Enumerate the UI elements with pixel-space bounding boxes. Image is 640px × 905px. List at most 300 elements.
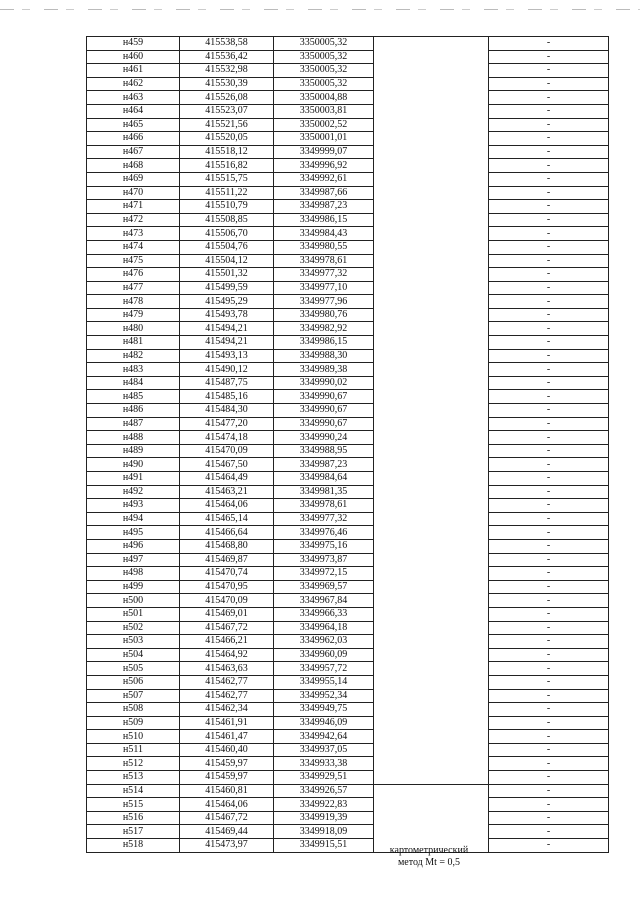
x-coordinate-cell: 415499,59 [180,281,274,295]
y-coordinate-cell: 3350002,52 [274,118,374,132]
point-name-cell: н514 [87,784,180,798]
accuracy-cell: - [489,118,609,132]
point-name-cell: н459 [87,37,180,51]
point-name-cell: н490 [87,458,180,472]
accuracy-cell: - [489,336,609,350]
accuracy-cell: - [489,675,609,689]
point-name-cell: н470 [87,186,180,200]
point-name-cell: н462 [87,77,180,91]
point-name-cell: н482 [87,349,180,363]
point-name-cell: н475 [87,254,180,268]
accuracy-cell: - [489,635,609,649]
y-coordinate-cell: 3349972,15 [274,567,374,581]
x-coordinate-cell: 415538,58 [180,37,274,51]
point-name-cell: н487 [87,417,180,431]
x-coordinate-cell: 415494,21 [180,336,274,350]
table-row [87,308,609,322]
accuracy-cell: - [489,607,609,621]
point-name-cell: н505 [87,662,180,676]
x-coordinate-cell: 415474,18 [180,431,274,445]
point-name-cell: н497 [87,553,180,567]
accuracy-cell: - [489,159,609,173]
point-name-cell: н483 [87,363,180,377]
accuracy-cell: - [489,64,609,78]
table-row [87,77,609,91]
accuracy-cell: - [489,811,609,825]
x-coordinate-cell: 415466,21 [180,635,274,649]
accuracy-cell: - [489,363,609,377]
point-name-cell: н504 [87,648,180,662]
accuracy-cell: - [489,594,609,608]
point-name-cell: н509 [87,716,180,730]
x-coordinate-cell: 415463,63 [180,662,274,676]
y-coordinate-cell: 3349987,66 [274,186,374,200]
point-name-cell: н465 [87,118,180,132]
table-row [87,186,609,200]
y-coordinate-cell: 3349915,51 [274,839,374,853]
accuracy-cell: - [489,499,609,513]
x-coordinate-cell: 415532,98 [180,64,274,78]
x-coordinate-cell: 415464,06 [180,798,274,812]
point-name-cell: н461 [87,64,180,78]
x-coordinate-cell: 415461,91 [180,716,274,730]
x-coordinate-cell: 415461,47 [180,730,274,744]
point-name-cell: н480 [87,322,180,336]
y-coordinate-cell: 3349955,14 [274,675,374,689]
table-row [87,648,609,662]
table-row [87,172,609,186]
point-name-cell: н507 [87,689,180,703]
x-coordinate-cell: 415470,09 [180,444,274,458]
table-row [87,703,609,717]
y-coordinate-cell: 3349922,83 [274,798,374,812]
point-name-cell: н472 [87,213,180,227]
point-name-cell: н488 [87,431,180,445]
y-coordinate-cell: 3350003,81 [274,104,374,118]
y-coordinate-cell: 3349966,33 [274,607,374,621]
accuracy-cell: - [489,240,609,254]
accuracy-cell: - [489,431,609,445]
table-row [87,743,609,757]
table-row [87,37,609,51]
accuracy-cell: - [489,254,609,268]
accuracy-cell: - [489,703,609,717]
x-coordinate-cell: 415469,44 [180,825,274,839]
point-name-cell: н473 [87,227,180,241]
accuracy-cell: - [489,689,609,703]
x-coordinate-cell: 415494,21 [180,322,274,336]
x-coordinate-cell: 415464,49 [180,472,274,486]
y-coordinate-cell: 3349949,75 [274,703,374,717]
x-coordinate-cell: 415473,97 [180,839,274,853]
table-row [87,336,609,350]
x-coordinate-cell: 415466,64 [180,526,274,540]
table-row [87,322,609,336]
y-coordinate-cell: 3349946,09 [274,716,374,730]
table-row [87,621,609,635]
y-coordinate-cell: 3349989,38 [274,363,374,377]
accuracy-cell: - [489,417,609,431]
accuracy-cell: - [489,77,609,91]
point-name-cell: н492 [87,485,180,499]
y-coordinate-cell: 3349987,23 [274,458,374,472]
table-row [87,200,609,214]
point-name-cell: н516 [87,811,180,825]
accuracy-cell: - [489,648,609,662]
y-coordinate-cell: 3349988,95 [274,444,374,458]
table-row [87,227,609,241]
y-coordinate-cell: 3349978,61 [274,254,374,268]
point-name-cell: н493 [87,499,180,513]
table-row [87,295,609,309]
table-row [87,784,609,798]
accuracy-cell: - [489,308,609,322]
table-row [87,104,609,118]
accuracy-cell: - [489,567,609,581]
y-coordinate-cell: 3349962,03 [274,635,374,649]
table-row [87,376,609,390]
accuracy-cell: - [489,472,609,486]
point-name-cell: н518 [87,839,180,853]
table-row [87,145,609,159]
point-name-cell: н498 [87,567,180,581]
y-coordinate-cell: 3349973,87 [274,553,374,567]
method-cell [374,784,489,852]
table-row [87,662,609,676]
x-coordinate-cell: 415464,06 [180,499,274,513]
point-name-cell: н463 [87,91,180,105]
x-coordinate-cell: 415459,97 [180,757,274,771]
x-coordinate-cell: 415520,05 [180,132,274,146]
y-coordinate-cell: 3350005,32 [274,37,374,51]
x-coordinate-cell: 415460,81 [180,784,274,798]
y-coordinate-cell: 3349977,32 [274,268,374,282]
y-coordinate-cell: 3349986,15 [274,213,374,227]
y-coordinate-cell: 3350005,32 [274,64,374,78]
accuracy-cell: - [489,390,609,404]
y-coordinate-cell: 3349975,16 [274,539,374,553]
point-name-cell: н513 [87,771,180,785]
y-coordinate-cell: 3349919,39 [274,811,374,825]
accuracy-cell: - [489,757,609,771]
y-coordinate-cell: 3350001,01 [274,132,374,146]
point-name-cell: н496 [87,539,180,553]
accuracy-cell: - [489,771,609,785]
y-coordinate-cell: 3349957,72 [274,662,374,676]
point-name-cell: н510 [87,730,180,744]
accuracy-cell: - [489,91,609,105]
x-coordinate-cell: 415470,95 [180,580,274,594]
x-coordinate-cell: 415504,12 [180,254,274,268]
y-coordinate-cell: 3349929,51 [274,771,374,785]
x-coordinate-cell: 415462,77 [180,689,274,703]
scan-top-artifact [0,9,640,10]
x-coordinate-cell: 415510,79 [180,200,274,214]
table-row [87,213,609,227]
x-coordinate-cell: 415501,32 [180,268,274,282]
accuracy-cell: - [489,784,609,798]
x-coordinate-cell: 415530,39 [180,77,274,91]
table-row [87,485,609,499]
x-coordinate-cell: 415490,12 [180,363,274,377]
x-coordinate-cell: 415536,42 [180,50,274,64]
point-name-cell: н485 [87,390,180,404]
x-coordinate-cell: 415493,78 [180,308,274,322]
x-coordinate-cell: 415468,80 [180,539,274,553]
accuracy-cell: - [489,444,609,458]
accuracy-cell: - [489,553,609,567]
y-coordinate-cell: 3349987,23 [274,200,374,214]
point-name-cell: н495 [87,526,180,540]
table-row [87,757,609,771]
accuracy-cell: - [489,186,609,200]
table-row [87,50,609,64]
point-name-cell: н460 [87,50,180,64]
table-row [87,635,609,649]
x-coordinate-cell: 415470,74 [180,567,274,581]
table-row [87,716,609,730]
x-coordinate-cell: 415523,07 [180,104,274,118]
x-coordinate-cell: 415465,14 [180,512,274,526]
point-name-cell: н500 [87,594,180,608]
accuracy-cell: - [489,825,609,839]
point-name-cell: н491 [87,472,180,486]
table-row [87,499,609,513]
table-row [87,64,609,78]
point-name-cell: н499 [87,580,180,594]
y-coordinate-cell: 3349978,61 [274,499,374,513]
table-row [87,594,609,608]
point-name-cell: н511 [87,743,180,757]
point-name-cell: н467 [87,145,180,159]
table-row [87,798,609,812]
accuracy-cell: - [489,798,609,812]
point-name-cell: н477 [87,281,180,295]
x-coordinate-cell: 415469,87 [180,553,274,567]
y-coordinate-cell: 3349964,18 [274,621,374,635]
table-row [87,512,609,526]
y-coordinate-cell: 3349969,57 [274,580,374,594]
accuracy-cell: - [489,743,609,757]
y-coordinate-cell: 3349982,92 [274,322,374,336]
table-row [87,254,609,268]
accuracy-cell: - [489,322,609,336]
table-row [87,811,609,825]
y-coordinate-cell: 3349988,30 [274,349,374,363]
y-coordinate-cell: 3349990,02 [274,376,374,390]
x-coordinate-cell: 415487,75 [180,376,274,390]
accuracy-cell: - [489,621,609,635]
x-coordinate-cell: 415463,21 [180,485,274,499]
point-name-cell: н468 [87,159,180,173]
y-coordinate-cell: 3349990,67 [274,390,374,404]
point-name-cell: н512 [87,757,180,771]
point-name-cell: н479 [87,308,180,322]
x-coordinate-cell: 415470,09 [180,594,274,608]
y-coordinate-cell: 3349937,05 [274,743,374,757]
table-row [87,132,609,146]
table-row [87,390,609,404]
x-coordinate-cell: 415460,40 [180,743,274,757]
point-name-cell: н478 [87,295,180,309]
point-name-cell: н501 [87,607,180,621]
method-cell [374,37,489,785]
point-name-cell: н476 [87,268,180,282]
x-coordinate-cell: 415506,70 [180,227,274,241]
y-coordinate-cell: 3349926,57 [274,784,374,798]
table-row [87,567,609,581]
y-coordinate-cell: 3350005,32 [274,50,374,64]
point-name-cell: н517 [87,825,180,839]
table-row [87,553,609,567]
table-row [87,472,609,486]
y-coordinate-cell: 3349977,32 [274,512,374,526]
accuracy-cell: - [489,227,609,241]
table-row [87,159,609,173]
y-coordinate-cell: 3349980,76 [274,308,374,322]
x-coordinate-cell: 415515,75 [180,172,274,186]
accuracy-cell: - [489,145,609,159]
table-row [87,118,609,132]
point-name-cell: н489 [87,444,180,458]
method-note [370,845,488,869]
y-coordinate-cell: 3349996,92 [274,159,374,173]
y-coordinate-cell: 3349967,84 [274,594,374,608]
accuracy-cell: - [489,580,609,594]
y-coordinate-cell: 3349984,43 [274,227,374,241]
x-coordinate-cell: 415518,12 [180,145,274,159]
accuracy-cell: - [489,281,609,295]
point-name-cell: н486 [87,404,180,418]
y-coordinate-cell: 3349933,38 [274,757,374,771]
x-coordinate-cell: 415504,76 [180,240,274,254]
accuracy-cell: - [489,200,609,214]
table-row [87,444,609,458]
y-coordinate-cell: 3349992,61 [274,172,374,186]
accuracy-cell: - [489,132,609,146]
y-coordinate-cell: 3349918,09 [274,825,374,839]
point-name-cell: н515 [87,798,180,812]
y-coordinate-cell: 3350004,88 [274,91,374,105]
accuracy-cell: - [489,839,609,853]
table-row [87,363,609,377]
table-row [87,417,609,431]
point-name-cell: н484 [87,376,180,390]
table-row [87,839,609,853]
accuracy-cell: - [489,526,609,540]
x-coordinate-cell: 415464,92 [180,648,274,662]
y-coordinate-cell: 3349952,34 [274,689,374,703]
table-row [87,580,609,594]
x-coordinate-cell: 415462,34 [180,703,274,717]
accuracy-cell: - [489,512,609,526]
y-coordinate-cell: 3349990,67 [274,404,374,418]
point-name-cell: н471 [87,200,180,214]
table-row [87,539,609,553]
x-coordinate-cell: 415521,56 [180,118,274,132]
x-coordinate-cell: 415462,77 [180,675,274,689]
table-row [87,240,609,254]
accuracy-cell: - [489,539,609,553]
table-row [87,458,609,472]
coordinates-table [86,36,609,853]
accuracy-cell: - [489,37,609,51]
accuracy-cell: - [489,213,609,227]
table-row [87,281,609,295]
y-coordinate-cell: 3349986,15 [274,336,374,350]
point-name-cell: н466 [87,132,180,146]
coordinates-table-body [87,37,609,853]
x-coordinate-cell: 415467,50 [180,458,274,472]
point-name-cell: н494 [87,512,180,526]
x-coordinate-cell: 415467,72 [180,811,274,825]
y-coordinate-cell: 3349977,10 [274,281,374,295]
y-coordinate-cell: 3349984,64 [274,472,374,486]
table-row [87,689,609,703]
method-note-line1: картометрический [389,845,469,856]
x-coordinate-cell: 415484,30 [180,404,274,418]
x-coordinate-cell: 415526,08 [180,91,274,105]
y-coordinate-cell: 3349980,55 [274,240,374,254]
y-coordinate-cell: 3349960,09 [274,648,374,662]
table-row [87,431,609,445]
point-name-cell: н464 [87,104,180,118]
accuracy-cell: - [489,50,609,64]
accuracy-cell: - [489,172,609,186]
point-name-cell: н481 [87,336,180,350]
y-coordinate-cell: 3349999,07 [274,145,374,159]
x-coordinate-cell: 415511,22 [180,186,274,200]
accuracy-cell: - [489,404,609,418]
x-coordinate-cell: 415495,29 [180,295,274,309]
x-coordinate-cell: 415467,72 [180,621,274,635]
table-row [87,730,609,744]
y-coordinate-cell: 3349942,64 [274,730,374,744]
x-coordinate-cell: 415477,20 [180,417,274,431]
y-coordinate-cell: 3349981,35 [274,485,374,499]
accuracy-cell: - [489,376,609,390]
y-coordinate-cell: 3349990,67 [274,417,374,431]
accuracy-cell: - [489,295,609,309]
accuracy-cell: - [489,730,609,744]
y-coordinate-cell: 3349976,46 [274,526,374,540]
x-coordinate-cell: 415469,01 [180,607,274,621]
accuracy-cell: - [489,349,609,363]
table-row [87,825,609,839]
point-name-cell: н508 [87,703,180,717]
table-row [87,268,609,282]
method-note-line2: метод Mt = 0,5 [397,857,461,868]
accuracy-cell: - [489,268,609,282]
table-row [87,607,609,621]
accuracy-cell: - [489,485,609,499]
point-name-cell: н469 [87,172,180,186]
table-row [87,771,609,785]
accuracy-cell: - [489,458,609,472]
x-coordinate-cell: 415516,82 [180,159,274,173]
x-coordinate-cell: 415485,16 [180,390,274,404]
table-row [87,675,609,689]
point-name-cell: н503 [87,635,180,649]
accuracy-cell: - [489,662,609,676]
point-name-cell: н474 [87,240,180,254]
x-coordinate-cell: 415459,97 [180,771,274,785]
table-row [87,91,609,105]
x-coordinate-cell: 415508,85 [180,213,274,227]
table-row [87,526,609,540]
point-name-cell: н506 [87,675,180,689]
table-row [87,404,609,418]
